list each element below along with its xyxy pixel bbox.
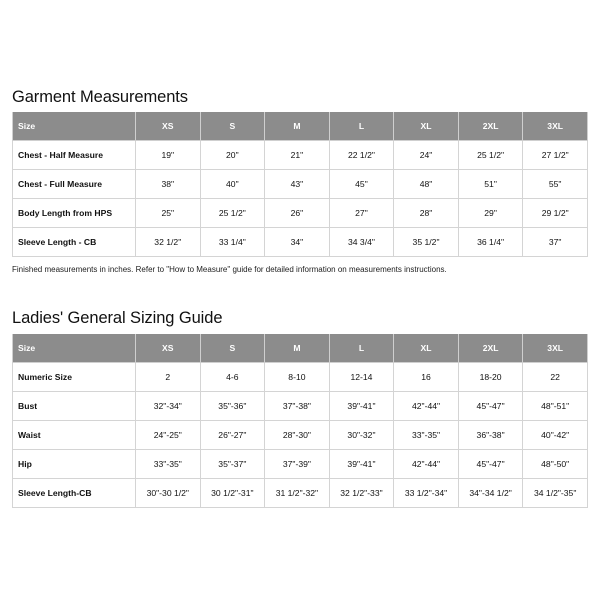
table-cell: 45" (329, 170, 394, 199)
table-row (13, 363, 588, 392)
table-cell: 34 3/4" (329, 228, 394, 257)
table-cell: 27 1/2" (523, 141, 588, 170)
table-cell: 30 1/2"-31" (200, 479, 265, 508)
row-label: Sleeve Length - CB (13, 228, 136, 257)
table-cell: 19" (136, 141, 201, 170)
table-row (13, 199, 588, 228)
table-cell: 34 1/2"-35" (523, 479, 588, 508)
row-label: Chest - Half Measure (13, 141, 136, 170)
table-cell: 45"-47" (458, 450, 523, 479)
table-cell: 32 1/2" (136, 228, 201, 257)
row-label: Waist (13, 421, 136, 450)
table-cell: 35"-37" (200, 450, 265, 479)
table-row (13, 170, 588, 199)
table-cell: 12-14 (329, 363, 394, 392)
table-cell: 28"-30" (265, 421, 330, 450)
table-cell: 33 1/2"-34" (394, 479, 459, 508)
table-cell: 24"-25" (136, 421, 201, 450)
header-cell-xl: XL (394, 112, 459, 141)
table-cell: 48" (394, 170, 459, 199)
header-cell-3xl: 3XL (523, 334, 588, 363)
table-cell: 42"-44" (394, 392, 459, 421)
table-cell: 33"-35" (136, 450, 201, 479)
header-cell-s: S (200, 334, 265, 363)
garment-measurements-title: Garment Measurements (12, 88, 188, 106)
header-cell-m: M (265, 112, 330, 141)
table-cell: 32 1/2"-33" (329, 479, 394, 508)
table-cell: 40"-42" (523, 421, 588, 450)
header-cell-2xl: 2XL (458, 334, 523, 363)
table-cell: 32"-34" (136, 392, 201, 421)
table-cell: 37"-39" (265, 450, 330, 479)
row-label: Chest - Full Measure (13, 170, 136, 199)
table-cell: 25 1/2" (458, 141, 523, 170)
table-cell: 22 1/2" (329, 141, 394, 170)
table-cell: 39"-41" (329, 392, 394, 421)
table-cell: 37"-38" (265, 392, 330, 421)
header-cell-l: L (329, 334, 394, 363)
table-cell: 43" (265, 170, 330, 199)
table-cell: 45"-47" (458, 392, 523, 421)
table-cell: 39"-41" (329, 450, 394, 479)
table-row (13, 479, 588, 508)
table-cell: 26" (265, 199, 330, 228)
header-cell-size: Size (13, 334, 136, 363)
table-cell: 37" (523, 228, 588, 257)
ladies-sizing-section (12, 307, 588, 508)
table-row (13, 392, 588, 421)
table-row (13, 450, 588, 479)
table-cell: 25 1/2" (200, 199, 265, 228)
table-cell: 51" (458, 170, 523, 199)
table-cell: 31 1/2"-32" (265, 479, 330, 508)
ladies-sizing-title: Ladies' General Sizing Guide (12, 309, 223, 327)
table-row (13, 421, 588, 450)
table-cell: 25" (136, 199, 201, 228)
table-cell: 42"-44" (394, 450, 459, 479)
row-label: Hip (13, 450, 136, 479)
table-cell: 18-20 (458, 363, 523, 392)
table-cell: 30"-30 1/2" (136, 479, 201, 508)
table-cell: 34"-34 1/2" (458, 479, 523, 508)
header-cell-l: L (329, 112, 394, 141)
table-cell: 24" (394, 141, 459, 170)
table-cell: 2 (136, 363, 201, 392)
table-cell: 28" (394, 199, 459, 228)
table-cell: 34" (265, 228, 330, 257)
table-cell: 35"-36" (200, 392, 265, 421)
row-label: Numeric Size (13, 363, 136, 392)
garment-measurements-section (12, 86, 588, 277)
table-cell: 22 (523, 363, 588, 392)
header-cell-s: S (200, 112, 265, 141)
table-cell: 36 1/4" (458, 228, 523, 257)
header-cell-xs: XS (136, 112, 201, 141)
table-cell: 20" (200, 141, 265, 170)
table-cell: 21" (265, 141, 330, 170)
table-cell: 26"-27" (200, 421, 265, 450)
table-cell: 38" (136, 170, 201, 199)
table-cell: 16 (394, 363, 459, 392)
header-cell-2xl: 2XL (458, 112, 523, 141)
table-cell: 35 1/2" (394, 228, 459, 257)
table-header-row (13, 334, 588, 363)
table-cell: 40" (200, 170, 265, 199)
table-cell: 27" (329, 199, 394, 228)
table-cell: 30"-32" (329, 421, 394, 450)
table-cell: 36"-38" (458, 421, 523, 450)
header-cell-xl: XL (394, 334, 459, 363)
table-cell: 29 1/2" (523, 199, 588, 228)
measurement-note: Finished measurements in inches. Refer to "How to Measure" guide for detailed information on measurements instructions. (12, 265, 447, 274)
garment-measurements-table (12, 112, 588, 257)
row-label: Body Length from HPS (13, 199, 136, 228)
table-cell: 29" (458, 199, 523, 228)
ladies-sizing-table (12, 334, 588, 508)
table-cell: 33 1/4" (200, 228, 265, 257)
table-cell: 48"-50" (523, 450, 588, 479)
table-cell: 55" (523, 170, 588, 199)
table-row (13, 228, 588, 257)
header-cell-size: Size (13, 112, 136, 141)
table-header-row (13, 112, 588, 141)
table-cell: 4-6 (200, 363, 265, 392)
table-cell: 48"-51" (523, 392, 588, 421)
row-label: Sleeve Length-CB (13, 479, 136, 508)
table-row (13, 141, 588, 170)
table-cell: 33"-35" (394, 421, 459, 450)
table-cell: 8-10 (265, 363, 330, 392)
header-cell-xs: XS (136, 334, 201, 363)
header-cell-3xl: 3XL (523, 112, 588, 141)
header-cell-m: M (265, 334, 330, 363)
row-label: Bust (13, 392, 136, 421)
